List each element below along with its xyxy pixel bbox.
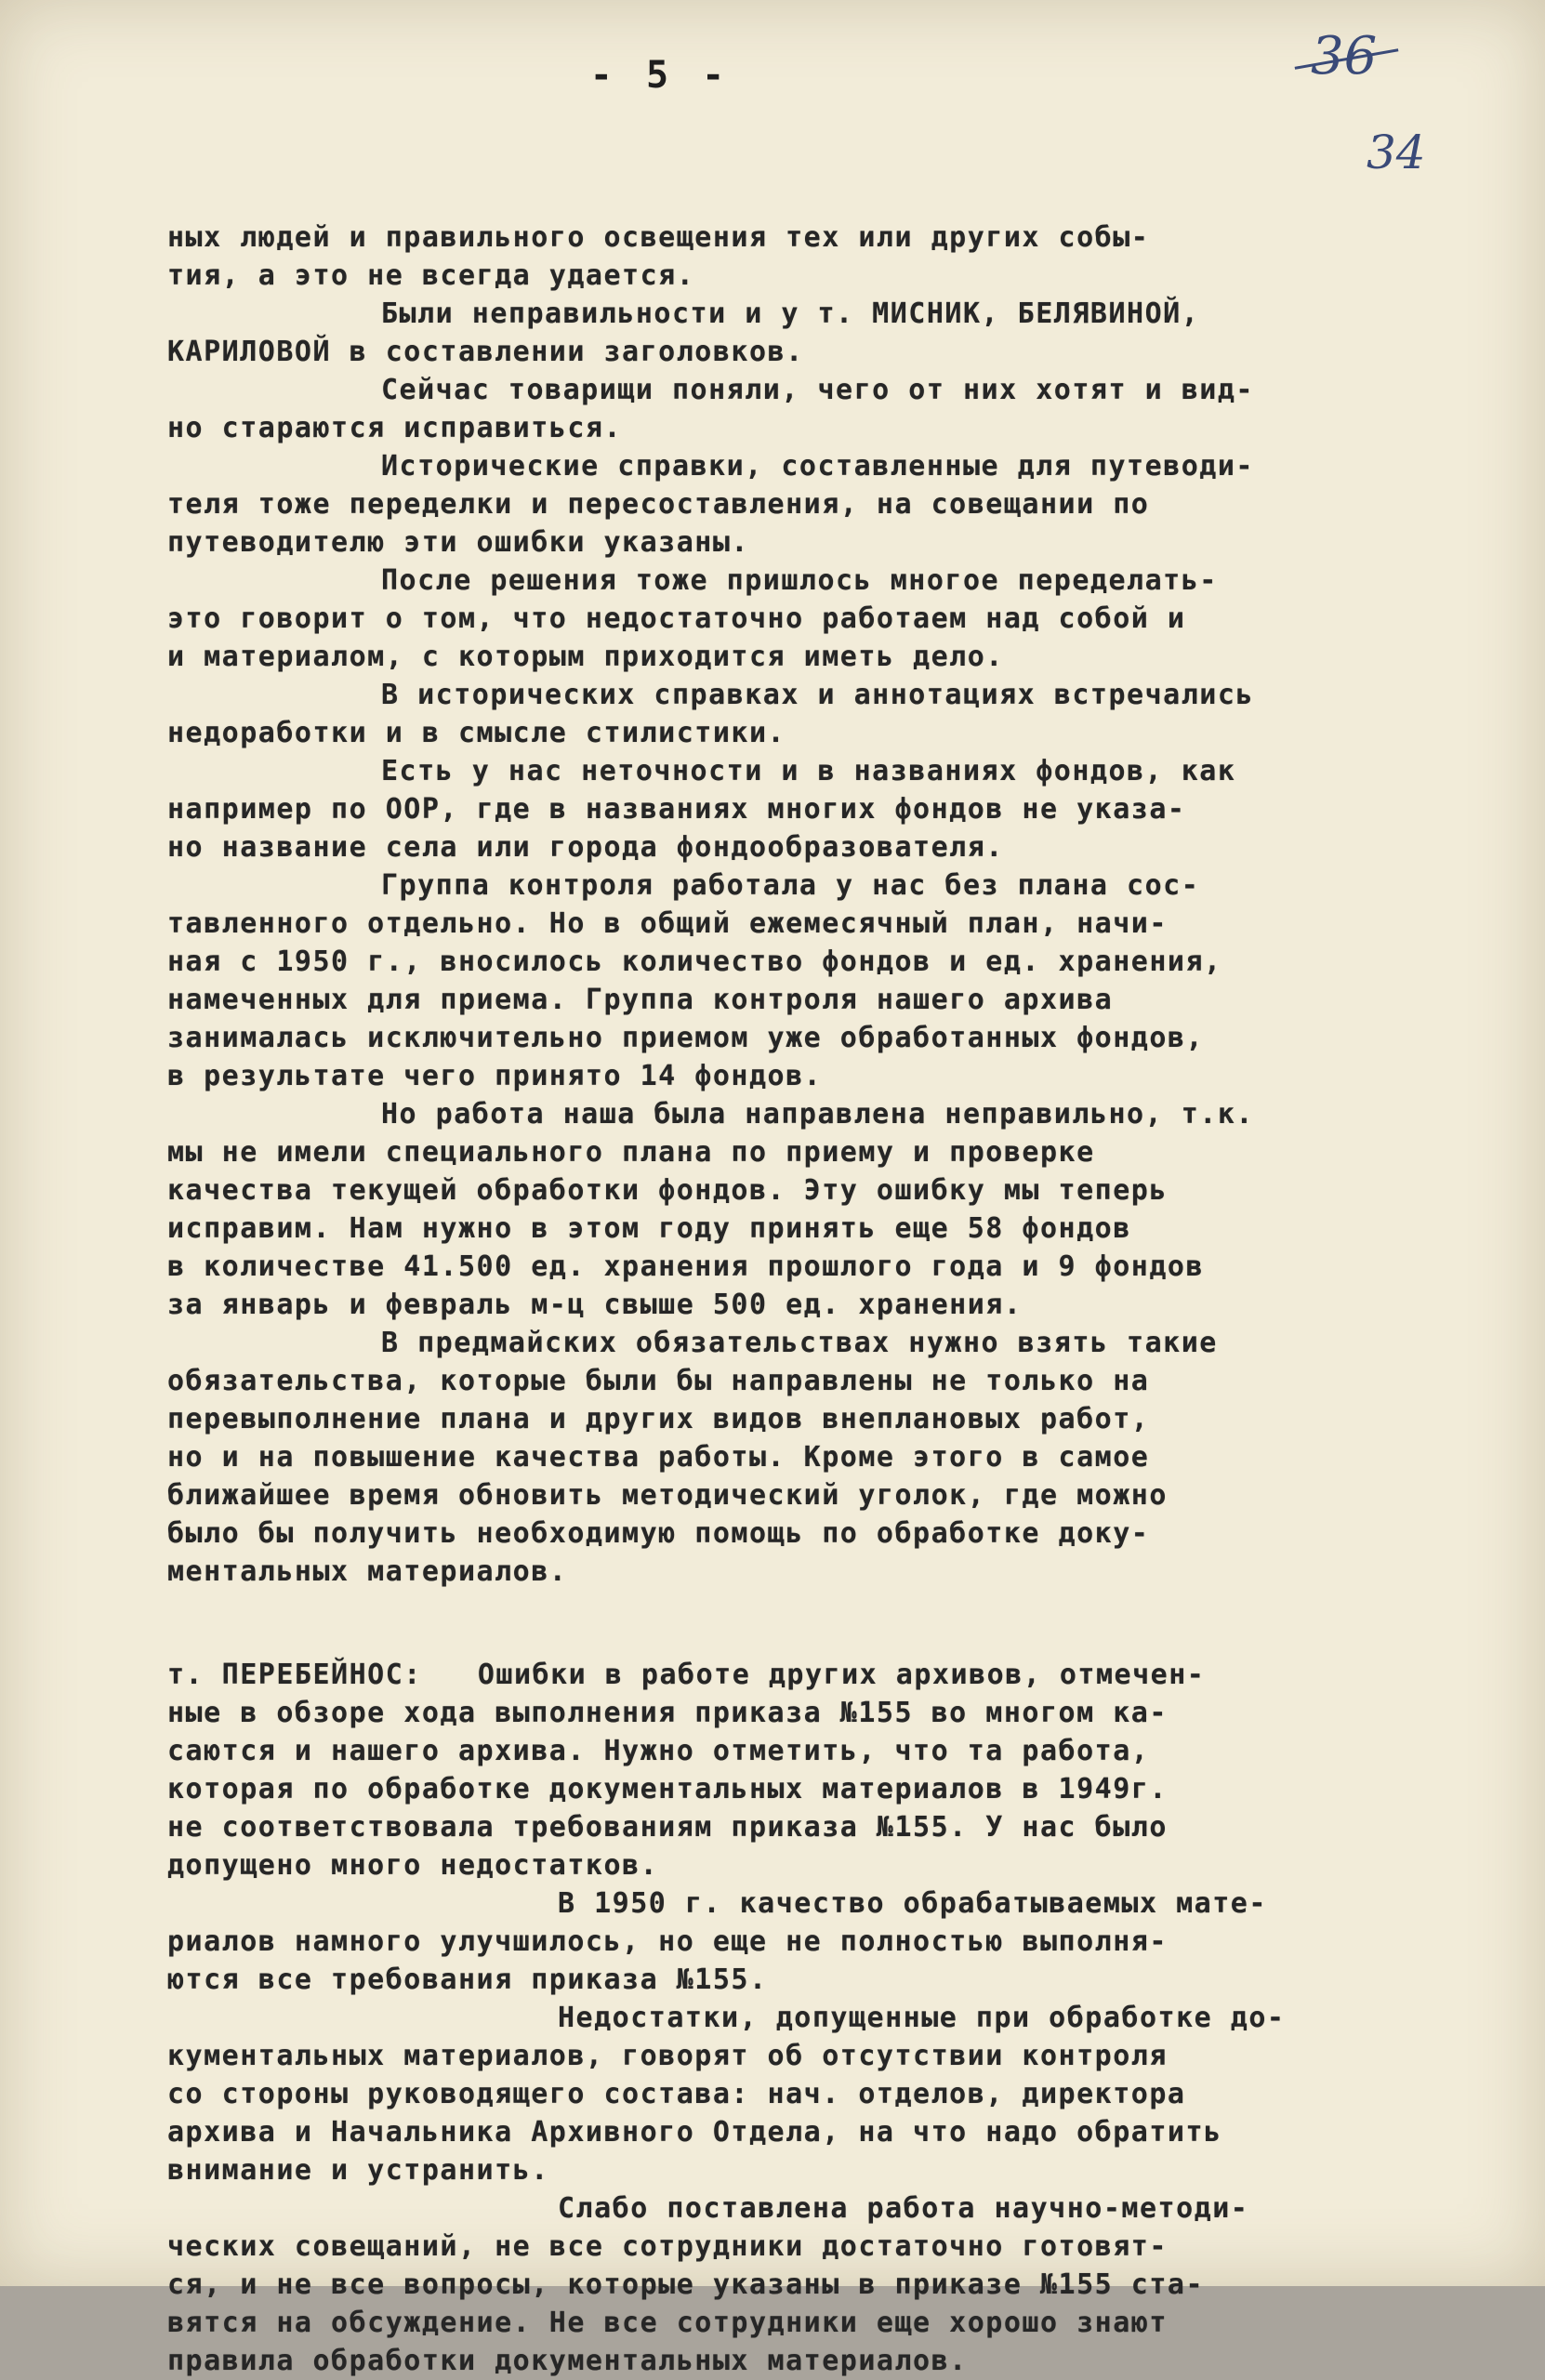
text-block-1 <box>167 218 1478 1591</box>
speaker-line <box>167 1656 1478 1694</box>
text-line: но название села или города фондообразователя. <box>167 831 1004 864</box>
text-line: допущено много недостатков. <box>167 1849 659 1882</box>
text-line: Были неправильности и у т. МИСНИК, БЕЛЯВИНОЙ, <box>381 298 1200 330</box>
text-line: Но работа наша была направлена неправильно, т.к. <box>381 1098 1254 1130</box>
text-line: обязательства, которые были бы направлены не только на <box>167 1365 1150 1397</box>
text-line: риалов намного улучшилось, но еще не полностью выполня- <box>167 1925 1168 1958</box>
typed-text-body <box>167 218 1478 2380</box>
text-line: тавленного отдельно. Но в общий ежемесячный план, начи- <box>167 907 1168 940</box>
text-line: саются и нашего архива. Нужно отметить, что та работа, <box>167 1735 1150 1767</box>
text-line: мы не имели специального плана по приему и проверке <box>167 1136 1095 1169</box>
text-line: В исторических справках и аннотациях встречались <box>381 679 1254 711</box>
text-line: было бы получить необходимую помощь по обработке доку- <box>167 1517 1150 1550</box>
page-number: - 5 - <box>589 54 731 97</box>
text-line: в результате чего принято 14 фондов. <box>167 1060 823 1092</box>
text-line: в количестве 41.500 ед. хранения прошлого года и 9 фондов <box>167 1250 1205 1283</box>
text-line: В предмайских обязательствах нужно взять такие <box>381 1327 1218 1359</box>
text-line: ются все требования приказа №155. <box>167 1964 768 1996</box>
archive-folio-number: 34 <box>1367 126 1426 179</box>
text-line: Слабо поставлена работа научно-методи- <box>558 2192 1249 2225</box>
text-line: занималась исключительно приемом уже обработанных фондов, <box>167 1022 1205 1054</box>
text-line: Исторические справки, составленные для путеводи- <box>381 450 1254 483</box>
archive-folio-number-crossed: 36 <box>1311 26 1378 86</box>
text-line: После решения тоже пришлось многое переделать- <box>381 564 1218 597</box>
text-line: Группа контроля работала у нас без плана сос- <box>381 869 1200 902</box>
text-line: кументальных материалов, говорят об отсутствии контроля <box>167 2040 1168 2072</box>
text-line: Сейчас товарищи поняли, чего от них хотят и вид- <box>381 374 1254 406</box>
text-line: тия, а это не всегда удается. <box>167 259 695 292</box>
text-line: В 1950 г. качество обрабатываемых мате- <box>558 1887 1267 1920</box>
text-line: теля тоже переделки и пересоставления, на совещании по <box>167 488 1150 521</box>
text-line: но и на повышение качества работы. Кроме этого в самое <box>167 1441 1150 1474</box>
speaker-name: т. ПЕРЕБЕЙНОС: <box>167 1659 422 1691</box>
text-line: за январь и февраль м-ц свыше 500 ед. хранения. <box>167 1289 1023 1321</box>
text-line: например по ООР, где в названиях многих фондов не указа- <box>167 793 1186 826</box>
text-line: архива и Начальника Архивного Отдела, на что надо обратить <box>167 2116 1222 2149</box>
text-line: ся, и не все вопросы, которые указаны в приказе №155 ста- <box>167 2268 1205 2301</box>
text-line: ных людей и правильного освещения тех или других собы- <box>167 221 1150 254</box>
text-line: но стараются исправиться. <box>167 412 623 444</box>
text-line: это говорит о том, что недостаточно работаем над собой и <box>167 602 1186 635</box>
text-line: качества текущей обработки фондов. Эту ошибку мы теперь <box>167 1174 1168 1207</box>
text-line: недоработки и в смысле стилистики. <box>167 717 786 749</box>
text-block-2 <box>167 1694 1478 2380</box>
text-line: вятся на обсуждение. Не все сотрудники еще хорошо знают <box>167 2307 1168 2339</box>
text-line: правила обработки документальных материалов. <box>167 2345 968 2377</box>
text-line: намеченных для приема. Группа контроля нашего архива <box>167 984 1114 1016</box>
text-line: КАРИЛОВОЙ в составлении заголовков. <box>167 336 804 368</box>
text-line: ные в обзоре хода выполнения приказа №155 во многом ка- <box>167 1697 1168 1729</box>
text-line: Есть у нас неточности и в названиях фондов, как <box>381 755 1236 787</box>
text-line: Недостатки, допущенные при обработке до- <box>558 2002 1286 2034</box>
text-line: которая по обработке документальных материалов в 1949г. <box>167 1773 1168 1805</box>
text-line: и материалом, с которым приходится иметь дело. <box>167 641 1004 673</box>
text-line: исправим. Нам нужно в этом году принять еще 58 фондов <box>167 1212 1131 1245</box>
text-line: ческих совещаний, не все сотрудники достаточно готовят- <box>167 2230 1168 2263</box>
speaker-first-line: Ошибки в работе других архивов, отмечен- <box>477 1659 1206 1691</box>
text-line: перевыполнение плана и других видов внеплановых работ, <box>167 1403 1150 1435</box>
text-line: ная с 1950 г., вносилось количество фондов и ед. хранения, <box>167 945 1222 978</box>
text-line: со стороны руководящего состава: нач. отделов, директора <box>167 2078 1186 2110</box>
text-line: ментальных материалов. <box>167 1555 568 1588</box>
text-line: не соответствовала требованиям приказа №155. У нас было <box>167 1811 1168 1844</box>
section-gap <box>167 1591 1478 1656</box>
text-line: ближайшее время обновить методический уголок, где можно <box>167 1479 1168 1512</box>
text-line: внимание и устранить. <box>167 2154 549 2187</box>
text-line: путеводителю эти ошибки указаны. <box>167 526 749 559</box>
